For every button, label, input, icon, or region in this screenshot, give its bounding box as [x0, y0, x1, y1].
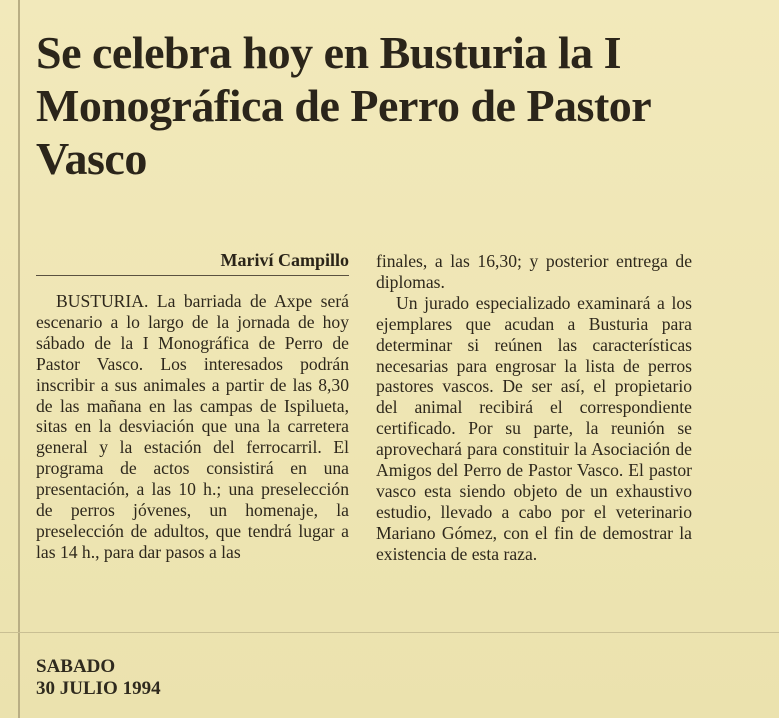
dateline — [36, 656, 161, 700]
article-paragraph: BUSTURIA. La barriada de Axpe será escenario a lo largo de la jornada de hoy sábado de la I Monográfica de Perro de Pastor Vasco. Los interesados podrán inscribir a sus animales a partir de las 8,30 de las mañana en las campas de Ispilueta, sitas en la desviación que una la carretera general y la estación del ferrocarril. El programa de actos consistirá en una presentación, a las 10 h.; una preselección de perros jóvenes, un homenaje, la preselección de adultos, que tendrá lugar a las 14 h., para dar pasos a las — [36, 291, 349, 562]
article-column-1 — [36, 291, 349, 563]
dateline-date: 30 JULIO 1994 — [36, 678, 161, 699]
headline: Se celebra hoy en Busturia la I Monográfica de Perro de Pastor Vasco — [36, 27, 651, 184]
article-paragraph-continuation: finales, a las 16,30; y posterior entrega de diplomas. — [376, 251, 692, 292]
article-paragraph: Un jurado especializado examinará a los ejemplares que acudan a Busturia para determinar si reúnen las características necesarias para engrosar la lista de perros pastores vascos. De ser así, el propietario del animal recibirá el correspondiente certificado. Por su parte, la reunión se aprovechará para constituir la Asociación de Amigos del Perro de Pastor Vasco. El pastor vasco esta siendo objeto de un exhaustivo estudio, llevado a cabo por el veterinario Mariano Gómez, con el fin de demostrar la existencia de esta raza. — [376, 292, 692, 564]
dateline-day: SABADO — [36, 656, 116, 677]
article-column-2 — [376, 251, 692, 565]
column-rule — [18, 0, 20, 718]
byline: Mariví Campillo — [36, 250, 349, 276]
clipping-divider — [0, 632, 779, 633]
